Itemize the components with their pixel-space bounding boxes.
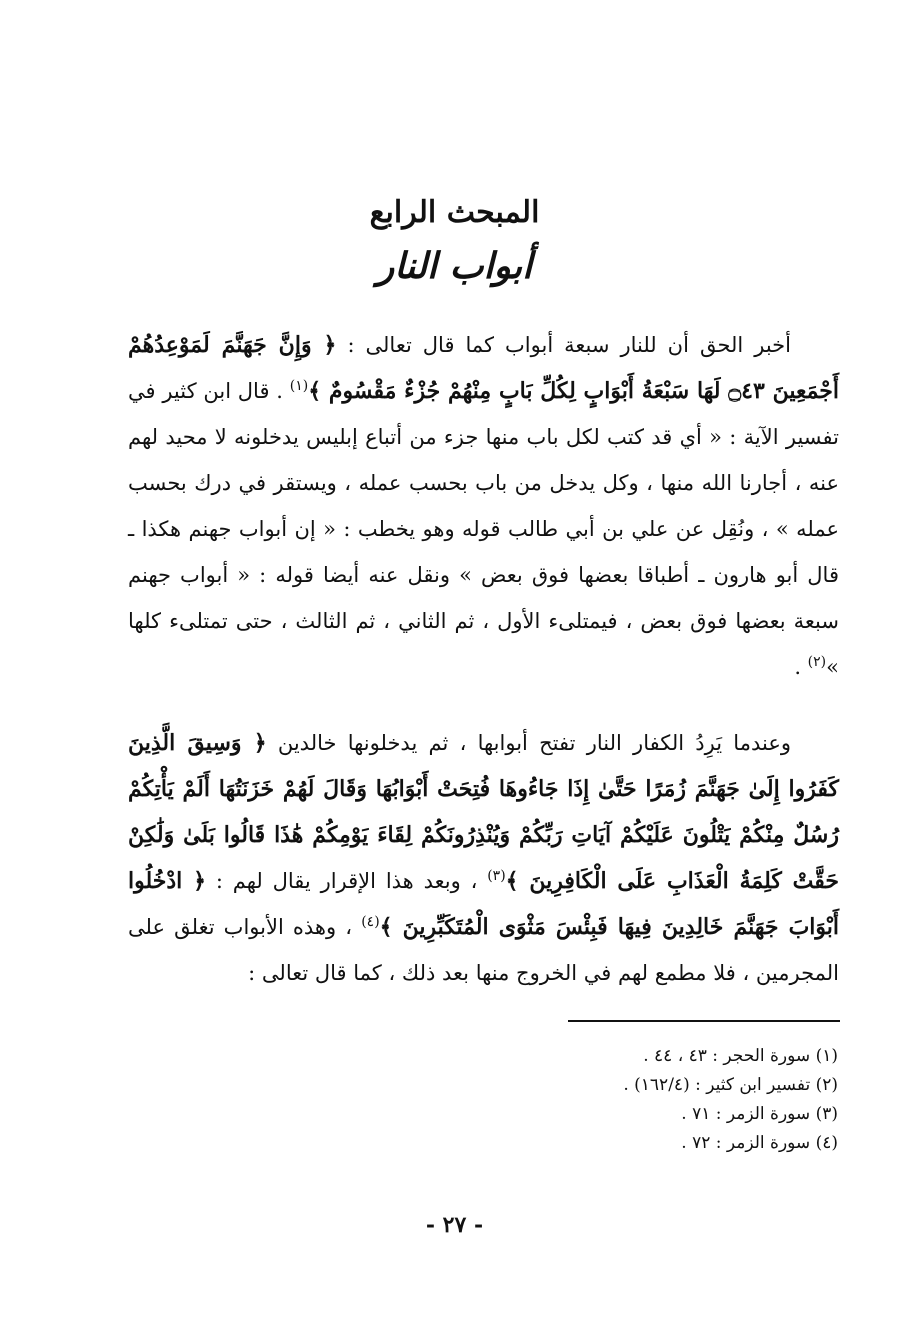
paragraph bbox=[128, 322, 839, 690]
footnote-separator bbox=[568, 1020, 840, 1022]
footnote-reference: (١) bbox=[289, 378, 309, 394]
section-title: المبحث الرابع bbox=[369, 195, 540, 230]
footnotes bbox=[400, 1042, 838, 1158]
heading-block bbox=[0, 188, 909, 294]
paragraph-text: أخبر الحق أن للنار سبعة أبواب كما قال تعالى : bbox=[336, 333, 791, 357]
page-number: - ٢٧ - bbox=[425, 1212, 484, 1238]
body-text bbox=[128, 322, 839, 996]
footnote-4: (٤) سورة الزمر : ٧٢ . bbox=[681, 1133, 838, 1153]
paragraph-text: ، وهذه الأبواب تغلق على المجرمين ، فلا مطمع لهم في الخروج منها بعد ذلك ، كما قال تعالى : bbox=[128, 915, 839, 985]
footnote-reference: (٤) bbox=[361, 914, 380, 930]
footnote-1: (١) سورة الحجر : ٤٣ ، ٤٤ . bbox=[643, 1046, 838, 1066]
quran-verse: ﴿ ادْخُلُوا أَبْوَابَ جَهَنَّمَ خَالِدِينَ فِيهَا فَبِئْسَ مَثْوَى الْمُتَكَبِّرِينَ ﴾ bbox=[128, 868, 839, 940]
chapter-title: أبواب النار bbox=[376, 245, 533, 287]
paragraph-text: وعندما يَرِدُ الكفار النار تفتح أبوابها ، ثم يدخلونها خالدين bbox=[266, 731, 791, 755]
paragraph-text: ، وبعد هذا الإقرار يقال لهم : bbox=[205, 869, 488, 893]
footnote-reference: (٣) bbox=[487, 868, 506, 884]
quran-verse: ﴿ وَإِنَّ جَهَنَّمَ لَمَوْعِدُهُمْ أَجْمَعِينَ ۝٤٣ لَهَا سَبْعَةُ أَبْوَابٍ لِكُلِّ بَابٍ مِنْهُمْ جُزْءٌ مَقْسُومٌ ﴾ bbox=[128, 332, 840, 404]
paragraph-text: . bbox=[794, 655, 808, 679]
footnote-2: (٢) تفسير ابن كثير : (١٦٢/٤) . bbox=[623, 1075, 838, 1095]
paragraph bbox=[128, 720, 839, 996]
footnote-reference: (٢) bbox=[807, 654, 827, 670]
paragraph-text: . قال ابن كثير في تفسير الآية : « أي قد كتب لكل باب منها جزء من أتباع إبليس يدخلونه لا محيد لهم عنه ، أجارنا الله منها ، وكل يدخل من باب بحسب عمله ، ويستقر في درك بحسب عمله » ، ونُقِل عن علي بن أبي طالب قوله وهو يخطب : « إن أبواب جهنم هكذا ـ قال أبو هارون ـ أطباقا بعضها فوق بعض » ونقل عنه أيضا قوله : « أبواب جهنم سبعة بعضها فوق بعض ، فيمتلىء الأول ، ثم الثاني ، ثم الثالث ، حتى تمتلىء كلها » bbox=[128, 379, 839, 679]
footnote-3: (٣) سورة الزمر : ٧١ . bbox=[681, 1104, 838, 1124]
quran-verse: ﴿ وَسِيقَ الَّذِينَ كَفَرُوا إِلَىٰ جَهَنَّمَ زُمَرًا حَتَّىٰ إِذَا جَاءُوهَا فُتِحَتْ أَبْوَابُهَا وَقَالَ لَهُمْ خَزَنَتُهَا أَلَمْ يَأْتِكُمْ رُسُلٌ مِنْكُمْ يَتْلُونَ عَلَيْكُمْ آيَاتِ رَبِّكُمْ وَيُنْذِرُونَكُمْ لِقَاءَ يَوْمِكُمْ هَٰذَا قَالُوا بَلَىٰ وَلَٰكِنْ حَقَّتْ كَلِمَةُ الْعَذَابِ عَلَى الْكَافِرِينَ ﴾ bbox=[128, 730, 839, 894]
